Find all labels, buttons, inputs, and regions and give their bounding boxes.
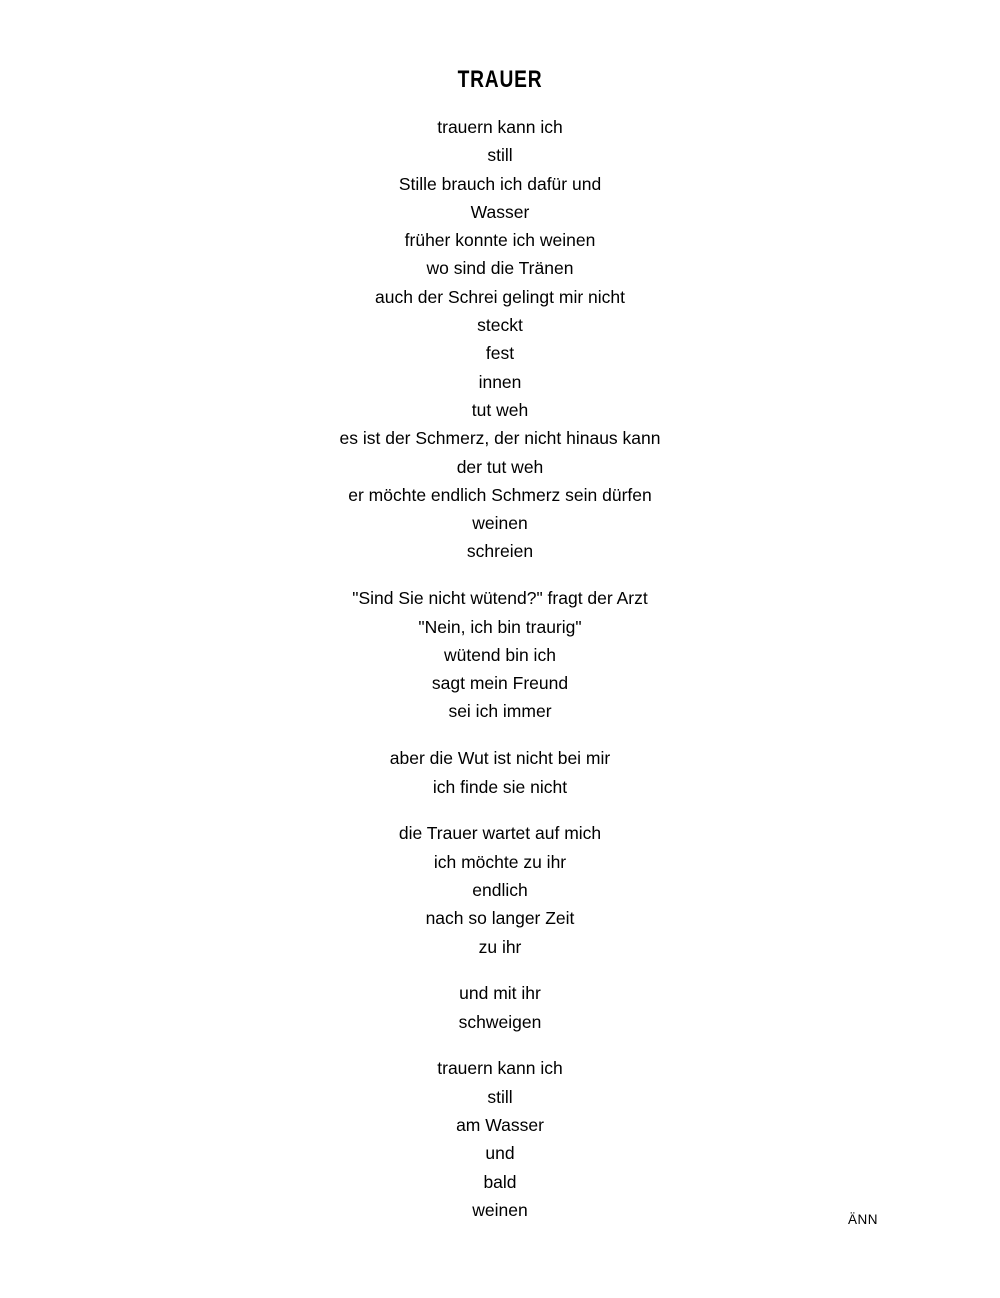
poem-line: wo sind die Tränen <box>426 258 574 279</box>
poem-line: Wasser <box>470 201 530 222</box>
poem-line: nach so langer Zeit <box>425 908 575 929</box>
poem-line: trauern kann ich <box>437 1058 563 1079</box>
poem-line: weinen <box>472 513 528 534</box>
poem-line: still <box>487 145 513 166</box>
poem-line: und <box>485 1143 515 1164</box>
poem-line: früher konnte ich weinen <box>404 230 596 251</box>
poem-line: innen <box>478 371 522 392</box>
poem-line: sagt mein Freund <box>431 673 569 694</box>
poem-line: auch der Schrei gelingt mir nicht <box>375 286 625 307</box>
poem-line: der tut weh <box>456 456 544 477</box>
poem-line: schreien <box>466 541 534 562</box>
poem-line: endlich <box>472 879 528 900</box>
stanza <box>0 979 1000 1036</box>
stanza <box>0 584 1000 725</box>
poem-line: sei ich immer <box>448 701 552 722</box>
stanza <box>0 819 1000 960</box>
stanza <box>0 1054 1000 1224</box>
poem-line: steckt <box>477 315 523 336</box>
poem-line: aber die Wut ist nicht bei mir <box>389 748 611 769</box>
poem-title: TRAUER <box>457 66 543 93</box>
poem-line: die Trauer wartet auf mich <box>398 823 602 844</box>
poem-line: ich möchte zu ihr <box>433 851 567 872</box>
poem-line: fest <box>485 343 515 364</box>
poem-line: bald <box>483 1171 517 1192</box>
poem-line: Stille brauch ich dafür und <box>398 173 602 194</box>
poem-line: ich finde sie nicht <box>432 776 568 797</box>
poem-line: es ist der Schmerz, der nicht hinaus kann <box>339 428 661 449</box>
stanza <box>0 744 1000 801</box>
poem-line: wütend bin ich <box>444 644 556 665</box>
poem-line: still <box>487 1086 513 1107</box>
poem-line: er möchte endlich Schmerz sein dürfen <box>348 484 652 505</box>
author-signature: ÄNN <box>847 1212 878 1227</box>
poem-line: "Nein, ich bin traurig" <box>418 616 582 637</box>
poem-line: am Wasser <box>456 1115 544 1135</box>
poem-line: zu ihr <box>478 936 522 957</box>
poem-line: weinen <box>472 1199 528 1220</box>
poem-line: trauern kann ich <box>437 117 563 137</box>
poem-body <box>0 113 1000 1224</box>
poem-line: "Sind Sie nicht wütend?" fragt der Arzt <box>352 588 648 609</box>
poem-line: schweigen <box>458 1011 542 1032</box>
stanza <box>0 113 1000 566</box>
poem-line: und mit ihr <box>459 983 541 1004</box>
poem-line: tut weh <box>471 399 529 420</box>
